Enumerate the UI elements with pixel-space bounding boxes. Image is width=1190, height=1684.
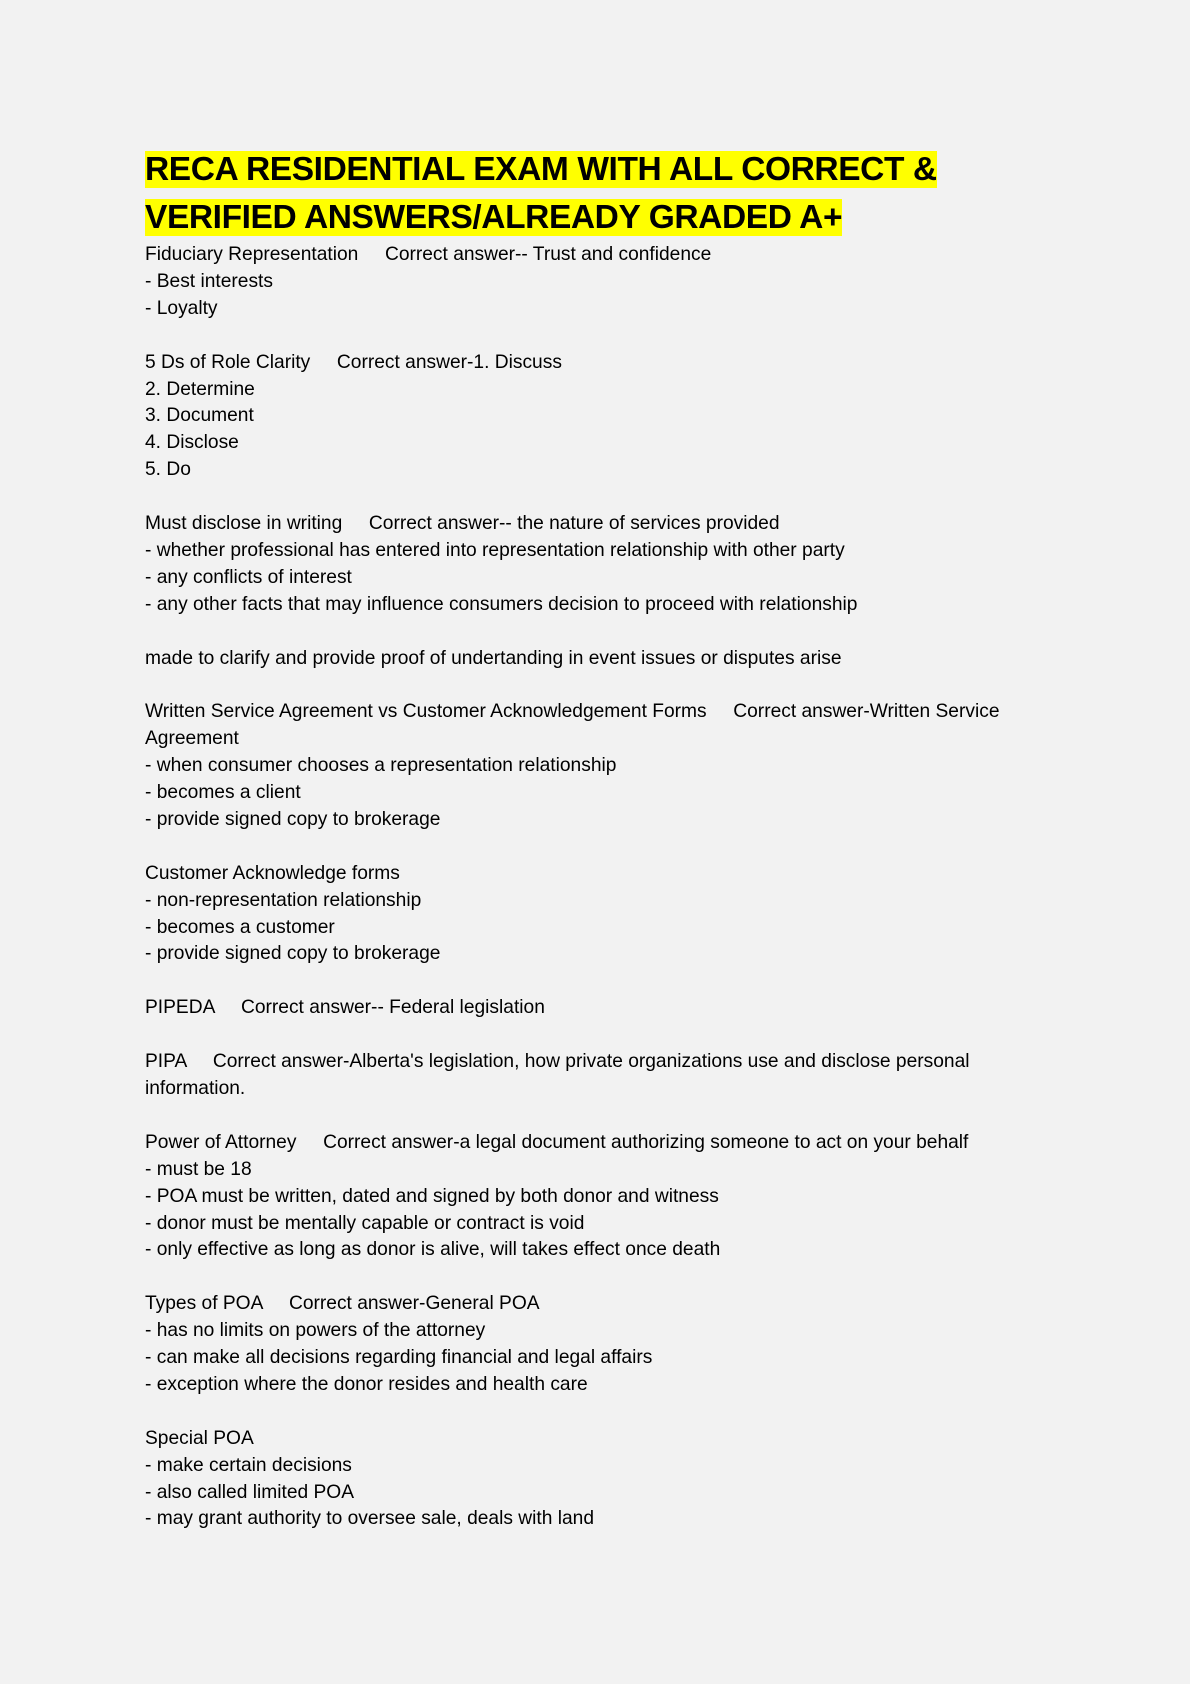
title-line-2: VERIFIED ANSWERS/ALREADY GRADED A+ — [145, 199, 843, 236]
text-line: - any conflicts of interest — [145, 566, 352, 588]
blank-line — [145, 484, 1045, 511]
text-line: 2. Determine — [145, 378, 255, 400]
text-line: - also called limited POA — [145, 1481, 355, 1503]
text-line: 3. Document — [145, 405, 254, 427]
text-line: Customer Acknowledge forms — [145, 862, 400, 884]
text-line: information. — [145, 1077, 246, 1099]
text-line: - Best interests — [145, 270, 273, 292]
text-line: - becomes a client — [145, 782, 301, 804]
text-line: Special POA — [145, 1427, 254, 1449]
text-line: Agreement — [145, 728, 239, 750]
text-line: - must be 18 — [145, 1158, 252, 1180]
text-line: - make certain decisions — [145, 1454, 352, 1476]
document-title — [145, 146, 1045, 242]
text-line: - whether professional has entered into representation relationship with other party — [145, 539, 845, 561]
text-line: - when consumer chooses a representation relationship — [145, 755, 617, 777]
document-content — [145, 146, 1045, 1533]
text-line: Must disclose in writing Correct answer-- the nature of services provided — [145, 513, 780, 535]
text-line: - can make all decisions regarding financial and legal affairs — [145, 1347, 653, 1369]
text-line: Written Service Agreement vs Customer Acknowledgement Forms Correct answer-Written Service — [145, 701, 1000, 723]
text-line: PIPA Correct answer-Alberta's legislation, how private organizations use and disclose personal — [145, 1051, 970, 1073]
text-line: - donor must be mentally capable or contract is void — [145, 1212, 585, 1234]
text-line: - only effective as long as donor is alive, will takes effect once death — [145, 1239, 721, 1261]
blank-line — [145, 1022, 1045, 1049]
title-line-1: RECA RESIDENTIAL EXAM WITH ALL CORRECT & — [145, 151, 937, 188]
text-line: 4. Disclose — [145, 432, 239, 454]
blank-line — [145, 968, 1045, 995]
blank-line — [145, 672, 1045, 699]
blank-line — [145, 834, 1045, 861]
blank-line — [145, 1103, 1045, 1130]
text-line: - becomes a customer — [145, 916, 335, 938]
text-line: made to clarify and provide proof of undertanding in event issues or disputes arise — [145, 647, 842, 669]
text-line: - may grant authority to oversee sale, deals with land — [145, 1508, 595, 1530]
blank-line — [145, 323, 1045, 350]
text-line: Fiduciary Representation Correct answer-- Trust and confidence — [145, 244, 712, 265]
text-line: - exception where the donor resides and health care — [145, 1373, 588, 1395]
text-line: - provide signed copy to brokerage — [145, 808, 441, 830]
text-line: Power of Attorney Correct answer-a legal document authorizing someone to act on your behalf — [145, 1131, 969, 1153]
text-line: - non-representation relationship — [145, 889, 422, 911]
text-line: - has no limits on powers of the attorney — [145, 1320, 486, 1342]
text-line: - POA must be written, dated and signed by both donor and witness — [145, 1185, 719, 1207]
text-line: - Loyalty — [145, 297, 218, 319]
text-line: Types of POA Correct answer-General POA — [145, 1293, 540, 1315]
text-line: - provide signed copy to brokerage — [145, 943, 441, 965]
document-body — [145, 242, 1045, 1533]
text-line: - any other facts that may influence consumers decision to proceed with relationship — [145, 593, 858, 615]
text-line: PIPEDA Correct answer-- Federal legislation — [145, 997, 545, 1019]
text-line: 5. Do — [145, 459, 191, 481]
blank-line — [145, 1264, 1045, 1291]
blank-line — [145, 1399, 1045, 1426]
text-line: 5 Ds of Role Clarity Correct answer-1. Discuss — [145, 351, 562, 373]
blank-line — [145, 619, 1045, 646]
